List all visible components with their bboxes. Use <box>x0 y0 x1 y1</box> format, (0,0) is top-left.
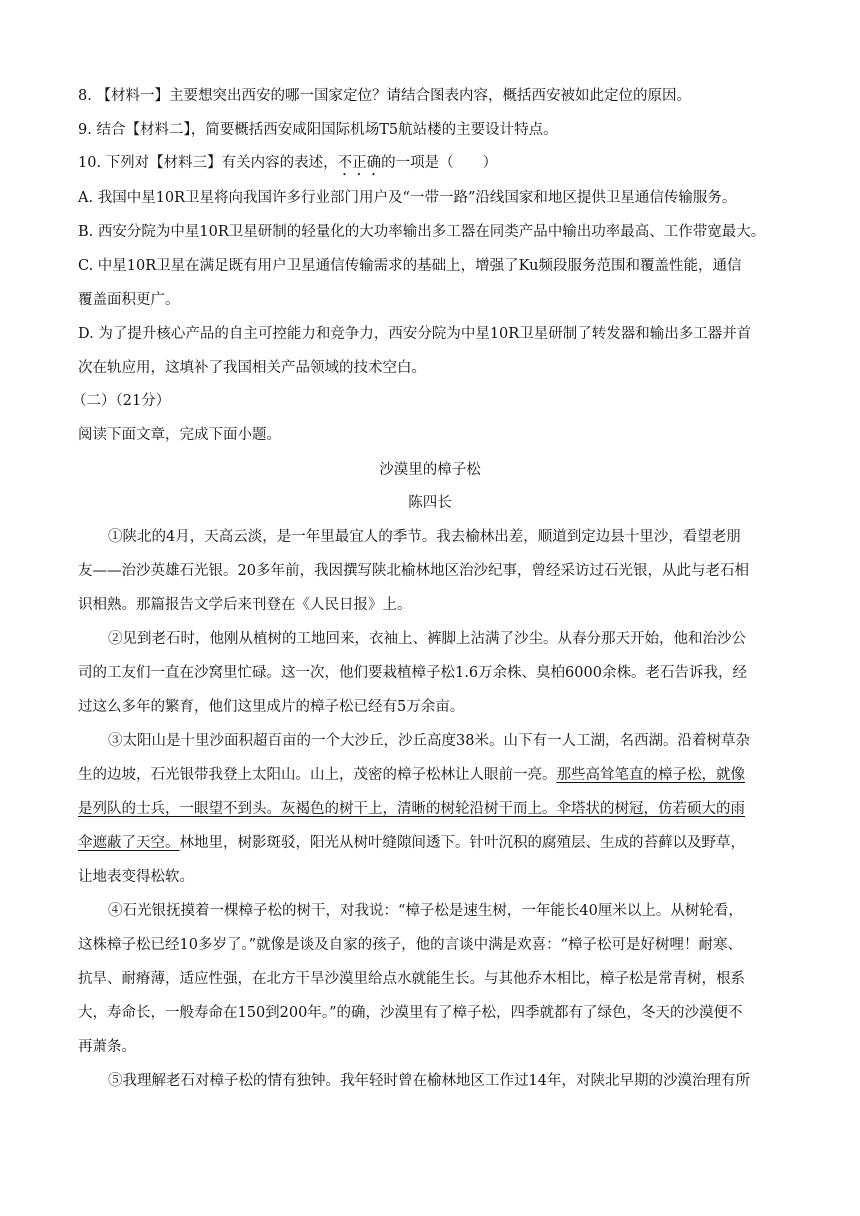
emphasis-not-correct: 不正确 <box>337 155 382 171</box>
paragraph-3-line-1: ③太阳山是十里沙面积超百亩的一个大沙丘，沙丘高度38米。山下有一人工湖，名西湖。沿着树草杂 <box>108 733 750 749</box>
question-8: 8. 【材料一】主要想突出西安的哪一国家定位？请结合图表内容，概括西安被如此定位的原因。 <box>78 88 691 104</box>
paragraph-2-line-1: ②见到老石时，他刚从植树的工地回来，衣袖上、裤脚上沾满了沙尘。从春分那天开始，他和治沙公 <box>108 631 746 647</box>
underlined-sentence: 伞遮蔽了天空。 <box>78 835 180 851</box>
option-a: A. 我国中星10R卫星将向我国许多行业部门用户及“一带一路”沿线国家和地区提供卫星通信传输服务。 <box>78 190 737 206</box>
paragraph-4-line-1: ④石光银抚摸着一棵樟子松的树干，对我说：“樟子松是速生树，一年能长40厘米以上。从树轮看， <box>108 903 743 919</box>
option-d-line-2: 次在轨应用，这填补了我国相关产品领域的技术空白。 <box>78 360 426 376</box>
paragraph-1-line-2: 友——治沙英雄石光银。20多年前，我因撰写陕北榆林地区治沙纪事，曾经采访过石光银，从此与老石相 <box>78 563 749 579</box>
article-title: 沙漠里的樟子松 <box>379 462 481 478</box>
paragraph-3-text: 林地里，树影斑驳，阳光从树叶缝隙间透下。针叶沉积的腐殖层、生成的苔藓以及野草， <box>179 835 745 851</box>
paragraph-3-line-4 <box>78 833 798 853</box>
section-header: （二）（21分） <box>72 393 171 409</box>
paragraph-4-line-3: 抗旱、耐瘠薄，适应性强，在北方干旱沙漠里给点水就能生长。与其他乔木相比，樟子松是常青树，根系 <box>78 971 745 987</box>
paragraph-3-line-2 <box>78 765 798 785</box>
paragraph-3-line-5: 让地表变得松软。 <box>78 869 194 885</box>
paragraph-2-line-3: 过这么多年的繁育，他们这里成片的樟子松已经有5万余亩。 <box>78 699 465 715</box>
underlined-sentence: 是列队的士兵，一眼望不到头。灰褐色的树干上，清晰的树轮沿树干而上。伞塔状的树冠，仿若硕大的雨 <box>78 801 745 817</box>
underlined-sentence: 那些高耸笔直的樟子松，就像 <box>556 767 745 783</box>
question-10-suffix: 的一项是（ ） <box>381 155 498 171</box>
paragraph-4-line-5: 再萧条。 <box>78 1039 136 1055</box>
paragraph-4-line-4: 大，寿命长，一般寿命在150到200年。”的确，沙漠里有了樟子松，四季就都有了绿色，冬天的沙漠便不 <box>78 1005 743 1021</box>
article-author: 陈四长 <box>408 495 452 511</box>
paragraph-2-line-2: 司的工友们一直在沙窝里忙碌。这一次，他们要栽植樟子松1.6万余株、臭柏6000余株。老石告诉我，经 <box>78 665 747 681</box>
option-c-line-1: C. 中星10R卫星在满足既有用户卫星通信传输需求的基础上，增强了Ku频段服务范围和覆盖性能，通信 <box>78 258 742 274</box>
question-10 <box>78 153 798 179</box>
question-9: 9. 结合【材料二】，简要概括西安咸阳国际机场T5航站楼的主要设计特点。 <box>78 122 558 138</box>
option-b: B. 西安分院为中星10R卫星研制的轻量化的大功率输出多工器在同类产品中输出功率最高、工作带宽最大。 <box>78 224 766 240</box>
paragraph-3-line-3 <box>78 799 798 819</box>
paragraph-4-line-2: 这株樟子松已经10多岁了。”就像是谈及自家的孩子，他的言谈中满是欢喜：“樟子松可是好树哩！耐寒、 <box>78 937 743 953</box>
paragraph-3-text: 生的边坡，石光银带我登上太阳山。山上，茂密的樟子松林让人眼前一亮。 <box>78 767 557 783</box>
paragraph-1-line-3: 识相熟。那篇报告文学后来刊登在《人民日报》上。 <box>78 597 412 613</box>
section-instruction: 阅读下面文章，完成下面小题。 <box>78 427 281 443</box>
paragraph-5-line-1: ⑤我理解老石对樟子松的情有独钟。我年轻时曾在榆林地区工作过14年，对陕北早期的沙漠治理有所 <box>108 1073 750 1089</box>
option-c-line-2: 覆盖面积更广。 <box>78 292 180 308</box>
question-10-prefix: 10. 下列对【材料三】有关内容的表述， <box>78 155 338 171</box>
paragraph-1-line-1: ①陕北的4月，天高云淡，是一年里最宜人的季节。我去榆林出差，顺道到定边县十里沙，看望老朋 <box>108 529 741 545</box>
option-d-line-1: D. 为了提升核心产品的自主可控能力和竞争力，西安分院为中星10R卫星研制了转发器和输出多工器并首 <box>78 326 752 342</box>
